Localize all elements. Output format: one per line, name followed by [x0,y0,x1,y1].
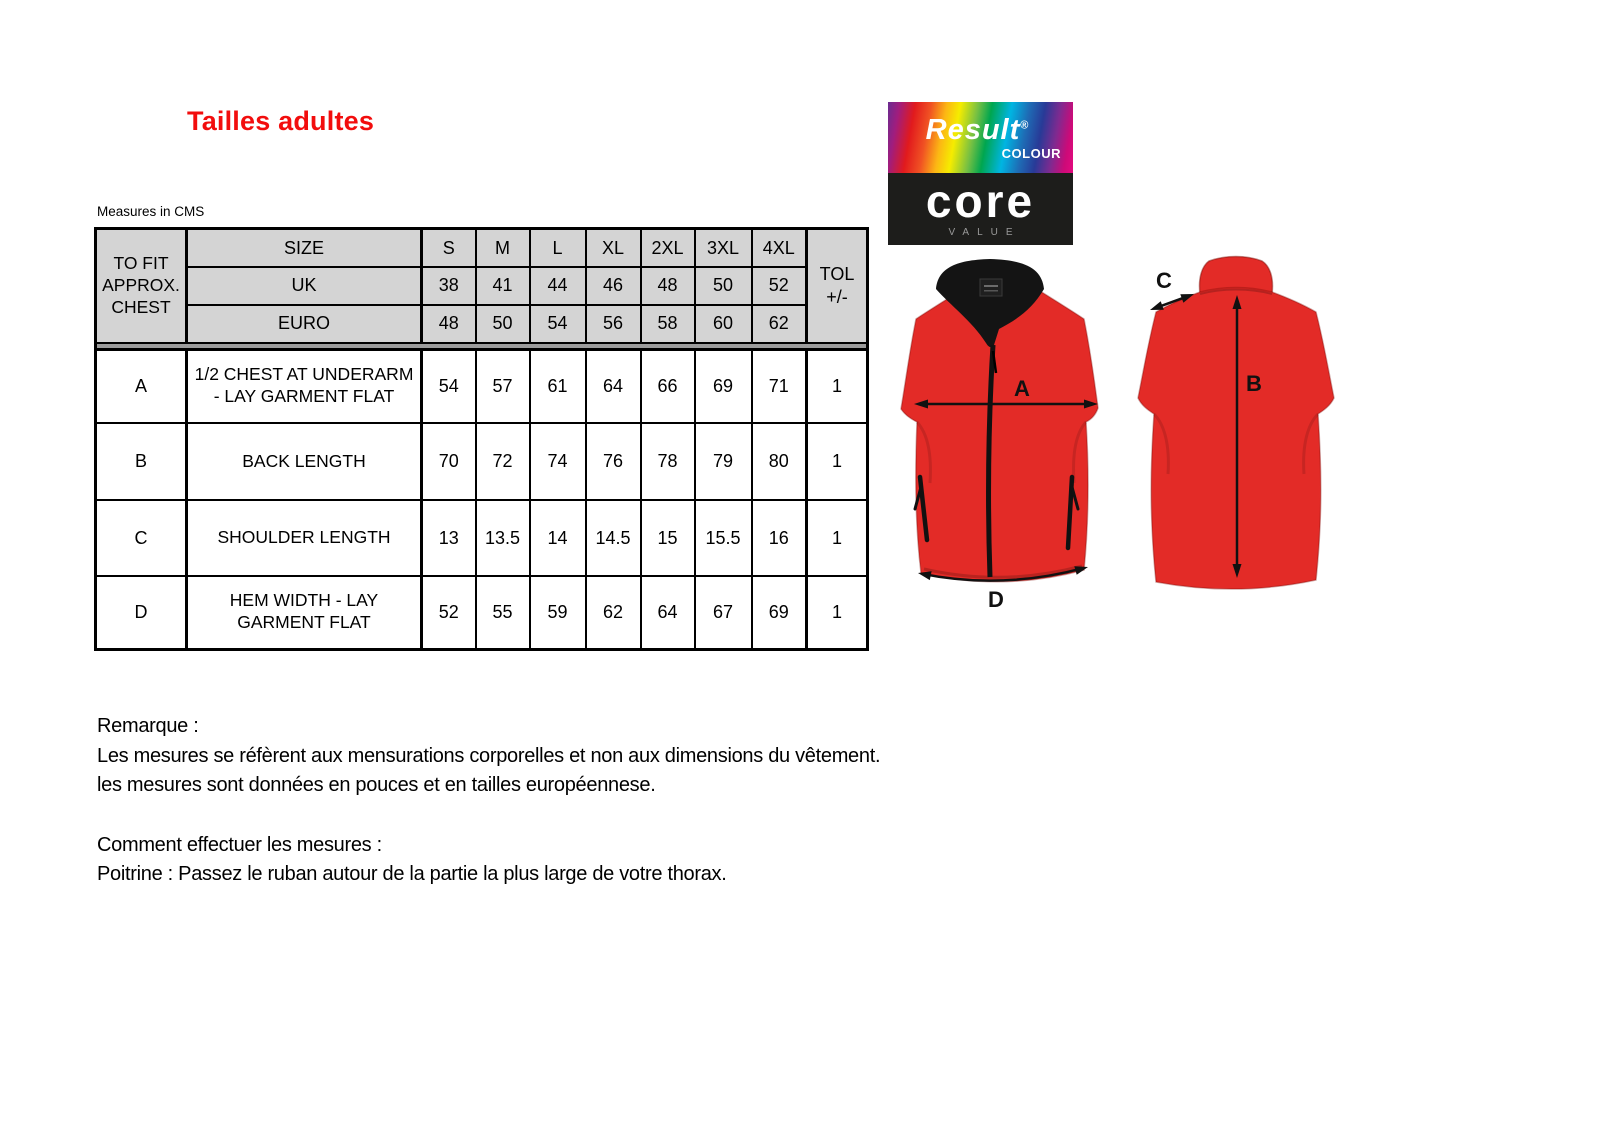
value-cell: 74 [530,423,586,500]
remark-line: Les mesures se réfèrent aux mensurations corporelles et non aux dimensions du vêtement. [97,744,881,767]
table-row-a [96,349,868,423]
value-cell: 79 [695,423,752,500]
value-cell: 72 [476,423,530,500]
value-cell: 57 [476,349,530,423]
notes-block [97,712,1147,890]
tolerance-cell: 1 [807,500,868,576]
value-cell: 62 [586,576,641,649]
value-cell: 13 [422,500,476,576]
value-cell: 70 [422,423,476,500]
value-cell: 64 [641,576,695,649]
tolerance-cell: 1 [807,423,868,500]
euro-size-cell: 60 [695,305,752,343]
table-row-d [96,576,868,649]
uk-size-cell: 48 [641,267,695,305]
neck-label-text-line [984,290,998,292]
tolerance-label-line2: +/- [826,286,848,307]
label-b: B [1246,371,1262,396]
value-cell: 14 [530,500,586,576]
measure-label-b: BACK LENGTH [187,423,422,500]
value-cell: 69 [752,576,807,649]
value-cell: 15 [641,500,695,576]
measure-key-b: B [96,423,187,500]
front-vest-image [872,251,1104,611]
value-cell: 55 [476,576,530,649]
measure-key-d: D [96,576,187,649]
measures-unit-note: Measures in CMS [97,204,205,219]
result-core-logo [888,102,1073,245]
value-cell: 66 [641,349,695,423]
back-vest-image [1112,248,1357,600]
uk-size-cell: 44 [530,267,586,305]
value-cell: 59 [530,576,586,649]
uk-size-cell: 38 [422,267,476,305]
tolerance-cell: 1 [807,576,868,649]
result-brand-text [888,114,1067,147]
uk-size-cell: 50 [695,267,752,305]
label-c: C [1156,268,1172,293]
remark-title: Remarque : [97,715,199,737]
measure-key-c: C [96,500,187,576]
value-cell: 76 [586,423,641,500]
uk-size-cell: 41 [476,267,530,305]
value-cell: 64 [586,349,641,423]
value-cell: 61 [530,349,586,423]
howto-line: Poitrine : Passez le ruban autour de la partie la plus large de votre thorax. [97,863,727,885]
measure-label-a: 1/2 CHEST AT UNDERARM - LAY GARMENT FLAT [187,349,422,423]
value-cell: 54 [422,349,476,423]
uk-size-cell: 46 [586,267,641,305]
corner-cell: TO FIT APPROX. CHEST [96,229,187,343]
table-row-uk [96,267,868,305]
value-cell: 69 [695,349,752,423]
value-cell: 15.5 [695,500,752,576]
tolerance-label-line1: TOL [819,264,855,285]
size-chart-table [94,227,869,651]
notes-spacer [97,801,1147,831]
size-col-header: L [530,229,586,267]
table-row-b [96,423,868,500]
size-col-header: 4XL [752,229,807,267]
euro-size-cell: 56 [586,305,641,343]
core-label: core [925,175,1036,227]
howto-title: Comment effectuer les mesures : [97,833,382,856]
label-d: D [988,587,1004,611]
tolerance-header-cell [807,229,868,343]
core-value-banner [888,173,1073,245]
header-euro-label: EURO [187,305,422,343]
label-a: A [1014,376,1030,401]
measure-label-c: SHOULDER LENGTH [187,500,422,576]
result-colour-banner [888,102,1073,173]
colour-label: COLOUR [1001,146,1061,161]
value-cell: 80 [752,423,807,500]
value-cell: 13.5 [476,500,530,576]
table-row-size [96,229,868,267]
size-col-header: XL [586,229,641,267]
neck-label [980,279,1002,296]
header-size-label: SIZE [187,229,422,267]
size-col-header: 2XL [641,229,695,267]
value-cell: 14.5 [586,500,641,576]
page-title: Tailles adultes [187,106,375,136]
euro-size-cell: 50 [476,305,530,343]
registered-mark: ® [1020,119,1030,132]
value-cell: 52 [422,576,476,649]
remark-line: les mesures sont données en pouces et en tailles européennese. [97,774,656,796]
value-cell: 16 [752,500,807,576]
measure-key-a: A [96,349,187,423]
value-label: VALUE [948,227,1021,238]
value-cell: 67 [695,576,752,649]
euro-size-cell: 48 [422,305,476,343]
table-row-c [96,500,868,576]
size-col-header: S [422,229,476,267]
value-cell: 71 [752,349,807,423]
euro-size-cell: 54 [530,305,586,343]
uk-size-cell: 52 [752,267,807,305]
table-row-euro [96,305,868,343]
measure-label-d: HEM WIDTH - LAY GARMENT FLAT [187,576,422,649]
euro-size-cell: 58 [641,305,695,343]
neck-label-text-line [984,285,998,287]
euro-size-cell: 62 [752,305,807,343]
size-col-header: 3XL [695,229,752,267]
value-cell: 78 [641,423,695,500]
size-col-header: M [476,229,530,267]
header-uk-label: UK [187,267,422,305]
tolerance-cell: 1 [807,349,868,423]
brand-name: Result [925,114,1021,146]
